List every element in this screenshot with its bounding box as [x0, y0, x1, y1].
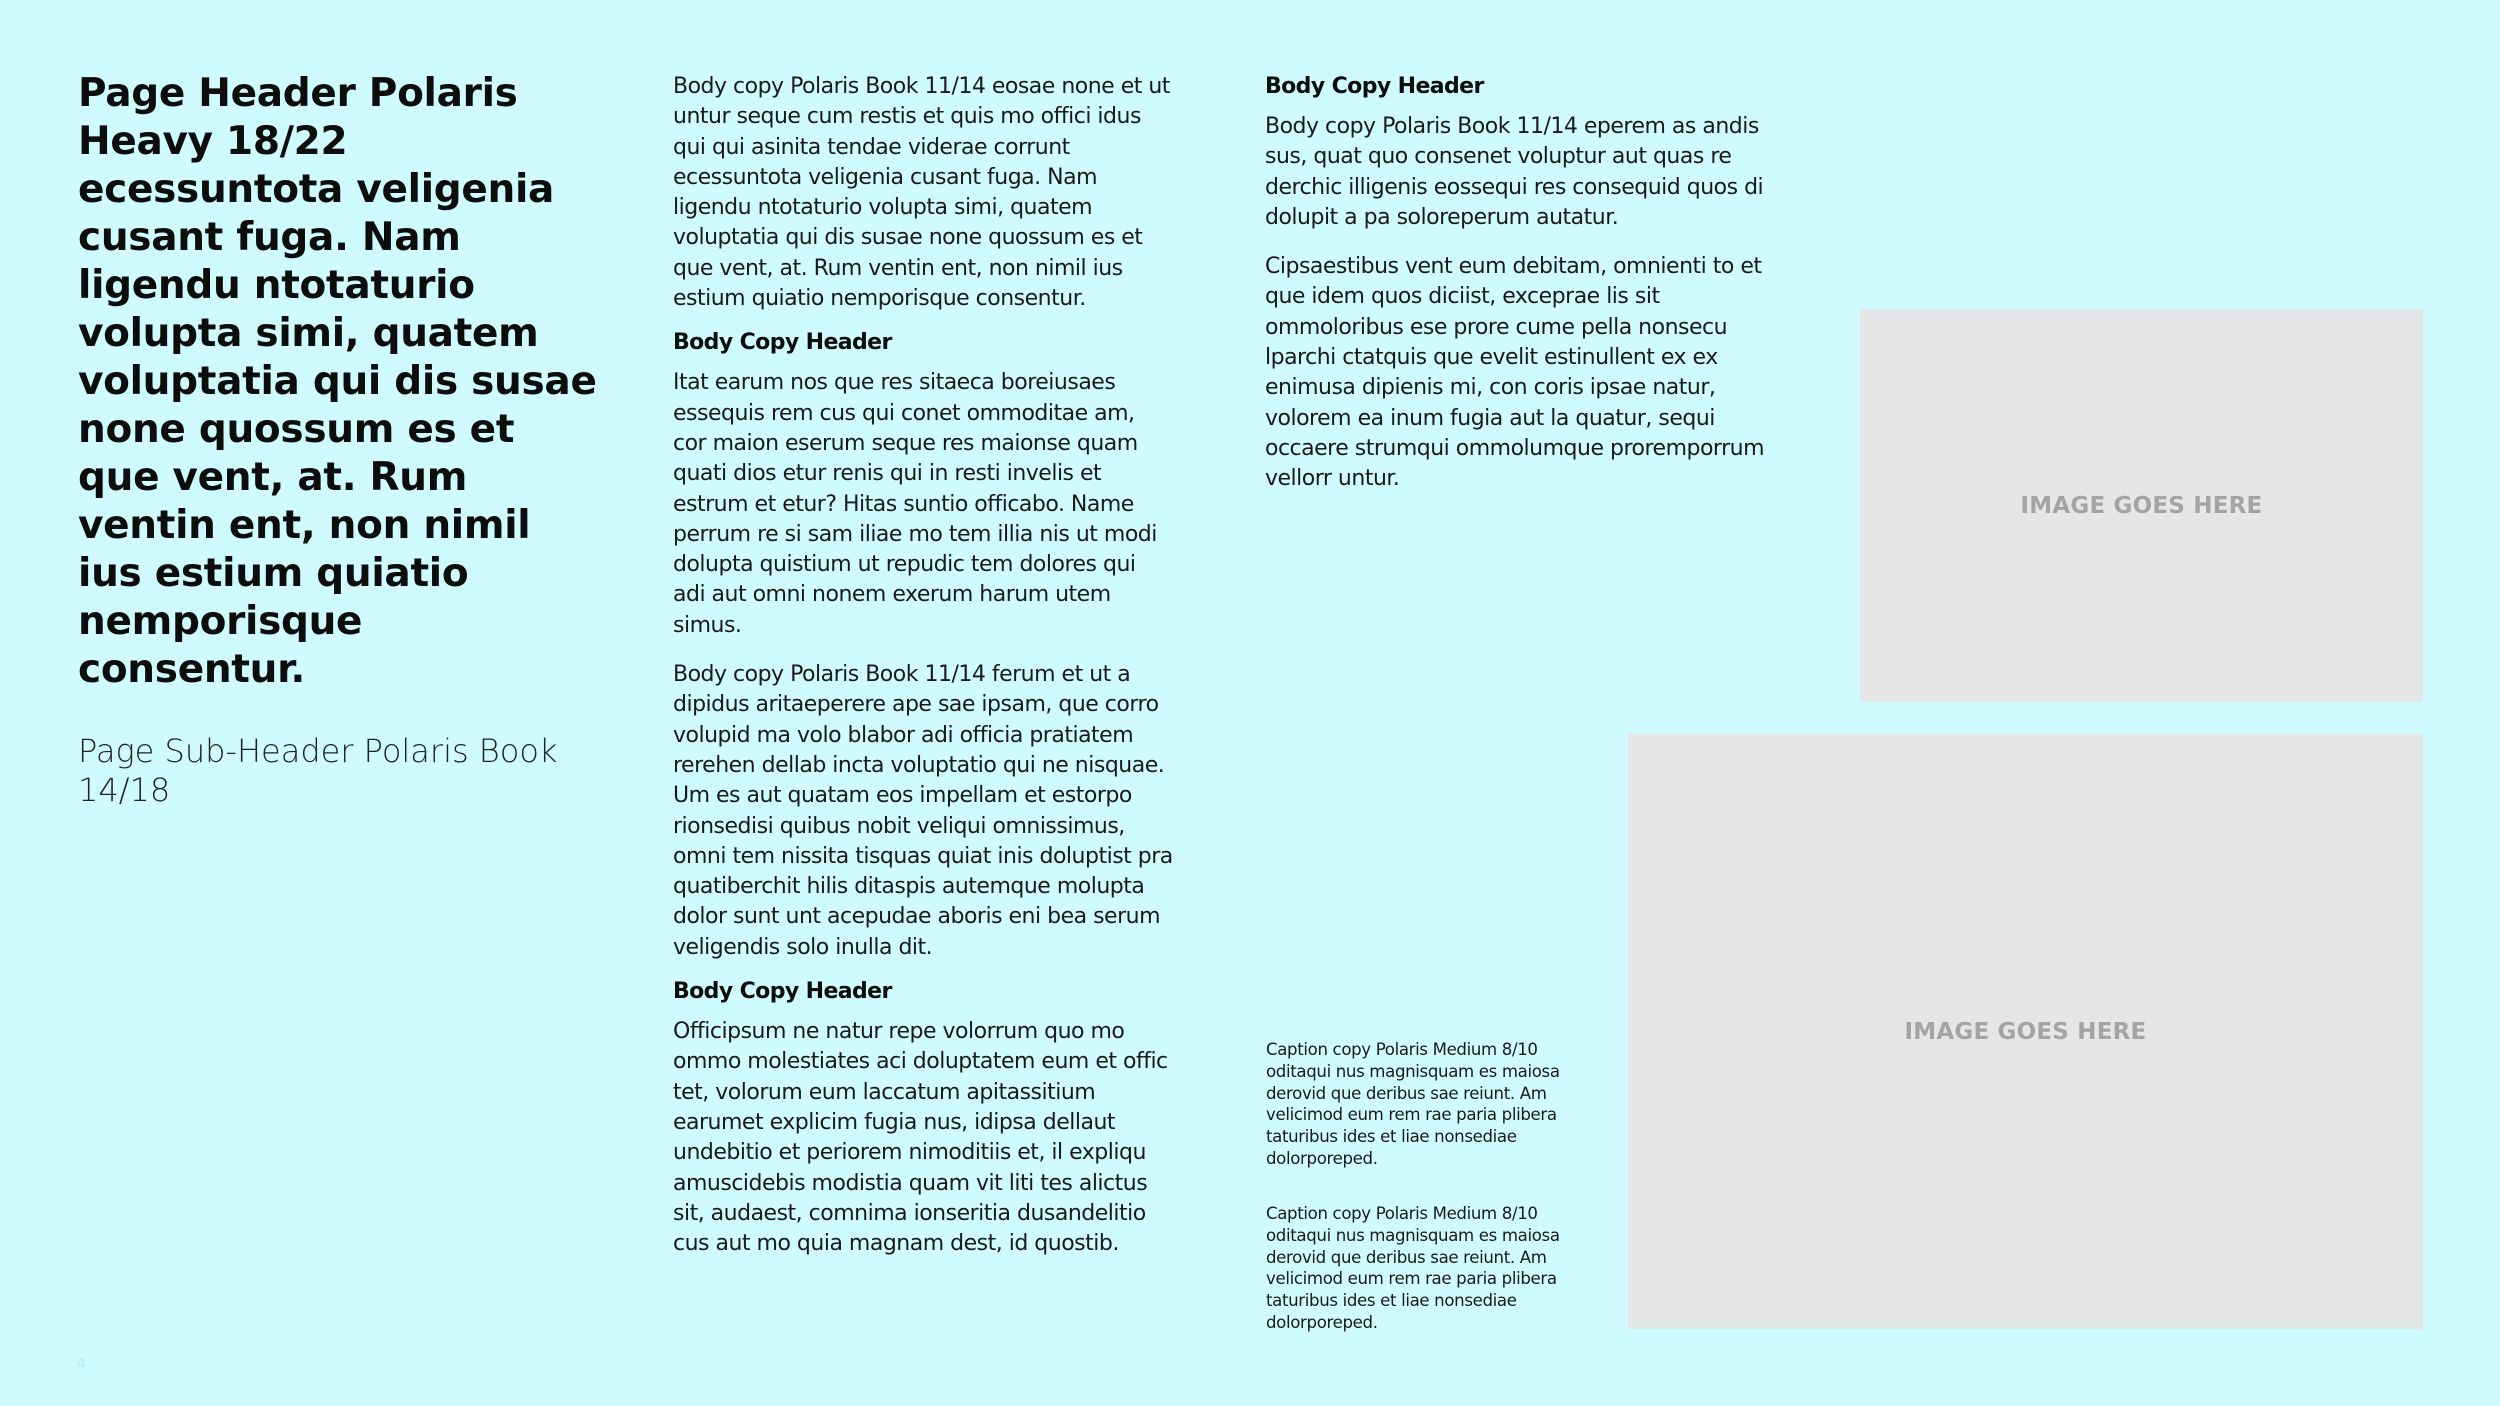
page-subtitle: Page Sub-Header Polaris Book 14/18	[78, 732, 558, 809]
body-paragraph: Cipsaestibus vent eum debitam, omnienti to et que idem quos diciist, exceprae lis sit ommoloribus ese prore cume pella nonsecu lparchi ctatquis que evelit estinullent ex ex enimusa dipienis mi, con coris ipsae natur, volorem ea inum fugia aut la quatur, sequi occaere strumqui ommolumque proremporrum vellorr untur.	[1265, 254, 1764, 492]
image-placeholder-top	[1860, 309, 2423, 702]
body-paragraph: Itat earum nos que res sitaeca boreiusaes essequis rem cus qui conet ommoditae am, cor maion eserum seque res maionse quam quati dios etur renis qui in resti invelis et estrum et etur? Hitas suntio officabo. Name perrum re si sam iliae mo tem illia nis ut modi dolupta quistium ut repudic tem dolores qui adi aut omni nonem exerum harum utem simus.	[673, 370, 1157, 638]
body-paragraph: Body copy Polaris Book 11/14 ferum et ut a dipidus aritaeperere ape sae ipsam, que corro volupid ma volo blabor adi officia pratiatem rerehen dellab incta voluptatio qui ne nisquae. Um es aut quatam eos impellam et estorpo rionsedisi quibus nobit veliqui omnissimus, omni tem nissita tisquas quiat inis doluptist pra quatiberchit hilis ditaspis autemque molupta dolor sunt unt acepudae aboris eni bea serum veligendis solo inulla dit.	[673, 662, 1173, 960]
page-number: 4	[76, 1354, 87, 1373]
body-copy-header: Body Copy Header	[673, 979, 892, 1005]
body-column-left	[673, 72, 1173, 1259]
page-title: Page Header Polaris Heavy 18/22 ecessuntota veligenia cusant fuga. Nam ligendu ntotaturio volupta simi, quatem voluptatia qui dis susae none quossum es et que vent, at. Rum ventin ent, non nimil ius estium quiatio nemporisque consentur.	[78, 71, 597, 692]
image-caption: Caption copy Polaris Medium 8/10 oditaqui nus magnisquam es maiosa derovid que deribus sae reiunt. Am velicimod eum rem rae paria plibera taturibus ides et liae nonsediae dolorporeped.	[1266, 1040, 1560, 1168]
body-copy-header: Body Copy Header	[673, 330, 892, 356]
image-caption: Caption copy Polaris Medium 8/10 oditaqui nus magnisquam es maiosa derovid que deribus sae reiunt. Am velicimod eum rem rae paria plibera taturibus ides et liae nonsediae dolorporeped.	[1266, 1204, 1560, 1332]
image-placeholder-label: IMAGE GOES HERE	[1904, 1018, 2147, 1045]
image-placeholder-label: IMAGE GOES HERE	[2020, 492, 2263, 519]
body-paragraph: Officipsum ne natur repe volorrum quo mo ommo molestiates aci doluptatem eum et offic tet, volorum eum laccatum apitassitium earumet explicim fugia nus, idipsa dellaut undebitio et periorem nimoditiis et, il expliqu amuscidebis modistia quam vit liti tes alictus sit, audaest, comnima ionseritia dusandelitio cus aut mo quia magnam dest, id quostib.	[673, 1019, 1168, 1257]
header-column	[78, 70, 598, 810]
body-copy-header: Body Copy Header	[1265, 74, 1484, 99]
body-intro-paragraph: Body copy Polaris Book 11/14 eosae none et ut untur seque cum restis et quis mo offici idus qui qui asinita tendae viderae corrunt ecessuntota veligenia cusant fuga. Nam ligendu ntotaturio volupta simi, quatem voluptatia qui dis susae none quossum es et que vent, at. Rum ventin ent, non nimil ius estium quiatio nemporisque consentur.	[673, 74, 1170, 312]
image-placeholder-bottom	[1628, 734, 2423, 1329]
body-paragraph: Body copy Polaris Book 11/14 eperem as andis sus, quat quo consenet voluptur aut quas re derchic illigenis eossequi res consequid quos di dolupit a pa soloreperum autatur.	[1265, 114, 1764, 230]
body-column-right	[1265, 72, 1765, 495]
